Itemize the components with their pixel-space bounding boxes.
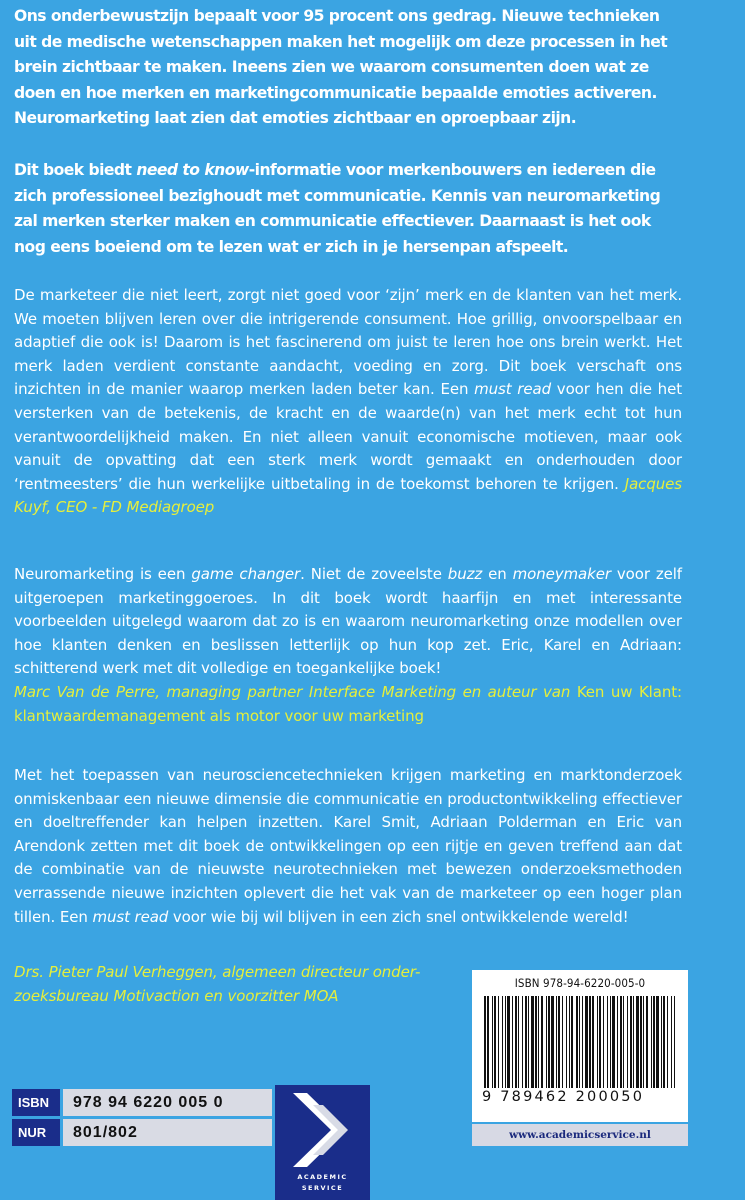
publisher-logo [275, 1085, 370, 1200]
review-vdp-t1: Neuromarketing is een [14, 565, 192, 583]
verheggen-author-line2: zoeksbureau Motivaction en voorzitter MOA [14, 986, 339, 1005]
barcode-digits: 9 789462 200050 [482, 1089, 645, 1105]
review-kuyf [14, 284, 682, 520]
isbn-row [12, 1089, 272, 1116]
review-vdp-t3: en [482, 565, 513, 583]
description-emphasis: need to know [136, 161, 249, 179]
nur-label: NUR [12, 1119, 60, 1146]
review-kuyf-text-a: De marketeer die niet leert, zorgt niet goed voor ‘zijn’ merk en de klanten van het merk. We moeten blijven leren over die intrigerende consument. Hoe grillig, onvoorspelbaar en adaptief die ook is! Daarom is het fascinerend om juist te leren hoe ons brein werkt. Het merk laden verdient constante aandacht, voeding en zorg. Dit boek verschaft ons inzichten in de manier waarop merken laden beter kan. Een [14, 286, 682, 399]
review-vdp-t4: voor zelf uitgeroepen marketinggoeroes. In dit boek wordt haarfijn en met interessante voorbeelden uitgelegd waarom dat zo is en waarom neuromarketing onze modellen over hoe klanten denken en beslissen letterlijk op hun kop zet. Eric, Karel en Adriaan: schitterend werk met dit volledige en toegankelijke boek! [14, 565, 682, 678]
logo-line2: SERVICE [301, 1184, 344, 1192]
review-verheggen-author [14, 961, 464, 1008]
review-verheggen-text-b: voor wie bij wil blijven in een zich snel ontwikkelende wereld! [168, 907, 629, 926]
nur-row [12, 1119, 272, 1146]
description-rest: -informatie voor merkenbouwers en iedereen die zich professioneel bezighoudt met communicatie. Kennis van neuromarketing zal merken sterker maken en communicatie effectiever. Daarnaast is het ook nog eens boeiend om te lezen wat er zich in je hersenpan afspeelt. [14, 161, 661, 256]
chevron-logo-icon [275, 1085, 370, 1175]
review-vdp-author: Marc Van de Perre, managing partner Interface Marketing en auteur van [14, 682, 577, 701]
review-verheggen [14, 764, 682, 929]
intro-paragraph: Ons onderbewustzijn bepaalt voor 95 procent ons gedrag. Nieuwe technieken uit de medische wetenschappen maken het mogelijk om deze processen in het brein zichtbaar te maken. Ineens zien we waarom consumenten doen wat ze doen en hoe merken en marketingcommunicatie bepaalde emoties activeren. Neuromarketing laat zien dat emoties zichtbaar en oproepbaar zijn. [14, 7, 668, 127]
description-start: Dit boek biedt [14, 161, 137, 179]
logo-line1: ACADEMIC [297, 1173, 348, 1181]
barcode-bars [482, 996, 678, 1088]
review-vdp-book: Ken uw Klant: klantwaardemanagement als motor voor uw marketing [14, 682, 682, 725]
review-van-de-perre [14, 563, 682, 728]
book-description [14, 158, 682, 260]
isbn-value: 978 94 6220 005 0 [63, 1089, 272, 1116]
website-url[interactable]: www.academicservice.nl [472, 1122, 688, 1146]
review-verheggen-emphasis: must read [92, 907, 169, 926]
review-vdp-e3: moneymaker [512, 565, 611, 583]
barcode-isbn-label: ISBN 978-94-6220-005-0 [514, 976, 646, 990]
info-table [12, 1089, 272, 1149]
review-kuyf-text-b: voor hen die het versterken van de betekenis, de kracht en de waarde(n) van het merk echt tot hun verantwoordelijkheid maken. En niet alleen vanuit economische motieven, maar ook vanuit de opvatting dat een sterk merk wordt gemaakt en onderhouden door ‘rentmeesters’ die hun werkelijke uitbetaling in de toekomst behoren te krijgen. [14, 380, 682, 493]
verheggen-author-line1: Drs. Pieter Paul Verheggen, algemeen directeur onder- [14, 963, 421, 981]
nur-value: 801/802 [63, 1119, 272, 1146]
review-vdp-e1: game changer [191, 565, 301, 583]
isbn-label: ISBN [12, 1089, 60, 1116]
review-vdp-e2: buzz [447, 565, 483, 583]
barcode-panel [472, 970, 688, 1122]
review-kuyf-author: Jacques Kuyf, CEO - FD Mediagroep [14, 474, 682, 517]
review-vdp-t2: . Niet de zoveelste [300, 565, 448, 583]
review-kuyf-emphasis: must read [474, 380, 552, 399]
review-verheggen-text-a: Met het toepassen van neurosciencetechnieken krijgen marketing en marktonderzoek onmiskenbaar een nieuwe dimensie die communicatie en productontwikkeling effectiever en doeltreffender kan helpen inzetten. Karel Smit, Adriaan Polderman en Eric van Arendonk zetten met dit boek de ontwikkelingen op een rijtje en geven treffend aan dat de combinatie van de nieuwste neurotechnieken met bewezen onderzoeksmethoden verrassende nieuwe inzichten oplevert die het vak van de marketeer op een hoger plan tillen. Een [14, 766, 682, 926]
